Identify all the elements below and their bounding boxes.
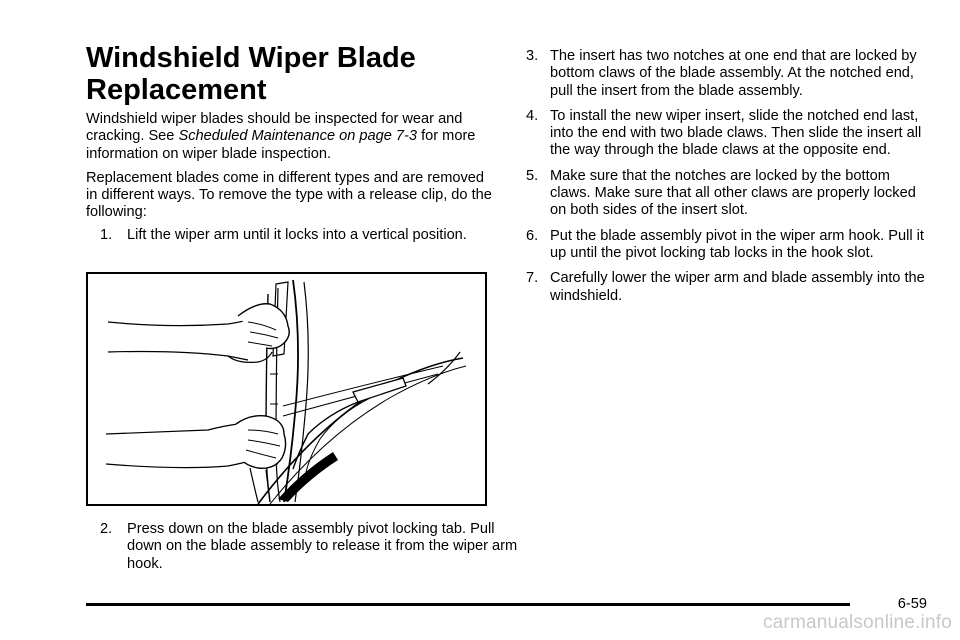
step-text: Make sure that the notches are locked by the bottom claws. Make sure that all other claws are properly locked on both sides of the insert slot. [550,167,916,219]
left-column [86,42,492,244]
step-text: Carefully lower the wiper arm and blade assembly into the windshield. [550,270,925,304]
step-number: 7. [526,270,539,287]
step-5 [526,168,926,220]
step-number: 3. [526,48,539,64]
step-text: To install the new wiper insert, slide the notched end last, into the end with two blade claws. Then slide the insert all the way through the blade claws at the opposite end. [550,107,922,159]
step-number: 2. [100,521,113,537]
step-number: 1. [100,226,113,243]
site-watermark: carmanualsonline.info [762,612,952,633]
step-2 [100,521,519,573]
step-text: Put the blade assembly pivot in the wiper arm hook. Pull it up until the pivot locking tab locks in the hook slot. [550,227,924,261]
step-4 [526,108,926,160]
page-title: Windshield Wiper Blade Replacement [86,42,416,106]
release-clip-paragraph: Replacement blades come in different types and are removed in different ways. To remove the type with a release clip, do the following: [86,169,492,221]
step-text: Press down on the blade assembly pivot locking tab. Pull down on the blade assembly to release it from the wiper arm hook. [127,521,518,572]
page-number: 6-59 [897,596,927,612]
step-text: Lift the wiper arm until it locks into a vertical position. [127,226,467,243]
intro-text-end: for more information on wiper blade inspection. [86,128,476,162]
wiper-illustration-drawing [88,274,485,504]
step-1 [100,227,492,244]
step-6 [526,228,926,263]
step-3 [526,48,926,100]
right-column [526,48,926,313]
step-text: The insert has two notches at one end that are locked by bottom claws of the blade assembly. At the notched end, pull the insert from the blade assembly. [550,48,917,99]
intro-text-start: Windshield wiper blades should be inspected for wear and cracking. See [86,111,463,145]
wiper-blade-illustration [86,272,487,506]
maintenance-reference-link[interactable]: Scheduled Maintenance on page 7-3 [178,128,418,145]
step-number: 4. [526,107,539,124]
step-number: 6. [526,227,539,244]
step-number: 5. [526,167,539,184]
step-7 [526,270,926,305]
intro-paragraph [86,111,492,163]
footer-rule [86,603,850,606]
